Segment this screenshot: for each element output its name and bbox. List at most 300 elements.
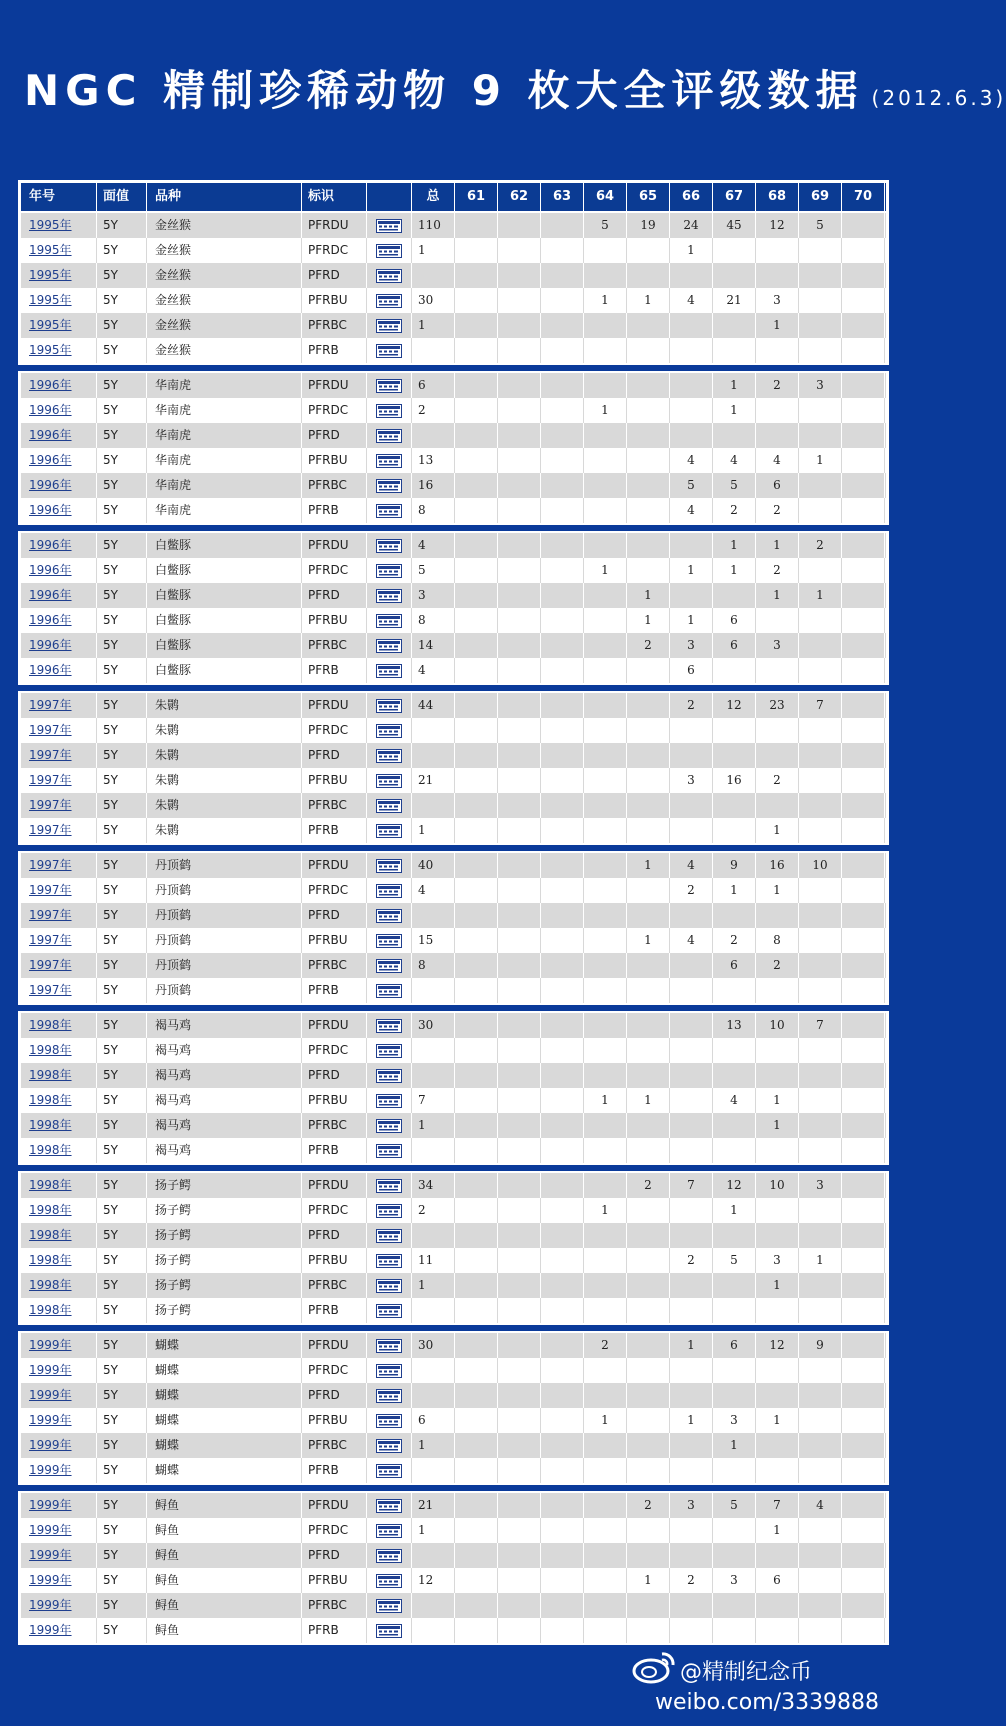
cell-66: 5	[670, 473, 713, 498]
ngc-label-icon[interactable]	[367, 1618, 412, 1643]
cell-63	[541, 1458, 584, 1483]
cell-70	[842, 878, 885, 903]
cell-face-value: 5Y	[97, 1543, 147, 1568]
ngc-label-icon[interactable]	[367, 1223, 412, 1248]
year-link[interactable]: 1996年	[21, 533, 97, 558]
year-link[interactable]: 1999年	[21, 1433, 97, 1458]
table-row	[21, 448, 886, 473]
ngc-label-icon[interactable]	[367, 1493, 412, 1518]
year-link[interactable]: 1997年	[21, 718, 97, 743]
ngc-label-icon[interactable]	[367, 608, 412, 633]
table-row	[21, 373, 886, 398]
year-link[interactable]: 1998年	[21, 1113, 97, 1138]
cell-68: 1	[756, 1273, 799, 1298]
cell-67	[713, 1543, 756, 1568]
year-link[interactable]: 1998年	[21, 1138, 97, 1163]
cell-66	[670, 533, 713, 558]
table-row	[21, 498, 886, 523]
ngc-label-icon[interactable]	[367, 878, 412, 903]
cell-67: 3	[713, 1408, 756, 1433]
cell-63	[541, 373, 584, 398]
ngc-label-icon[interactable]	[367, 1593, 412, 1618]
year-link[interactable]: 1995年	[21, 238, 97, 263]
ngc-label-icon[interactable]	[367, 658, 412, 683]
cell-65: 1	[627, 608, 670, 633]
cell-65	[627, 398, 670, 423]
cell-face-value: 5Y	[97, 1088, 147, 1113]
cell-61	[455, 953, 498, 978]
cell-70	[842, 1273, 885, 1298]
cell-64	[584, 448, 627, 473]
cell-63	[541, 338, 584, 363]
year-link[interactable]: 1997年	[21, 818, 97, 843]
cell-68: 3	[756, 288, 799, 313]
ngc-label-icon[interactable]	[367, 1273, 412, 1298]
cell-face-value: 5Y	[97, 1138, 147, 1163]
cell-variety: 白鳖豚	[147, 558, 302, 583]
year-link[interactable]: 1997年	[21, 768, 97, 793]
cell-61	[455, 903, 498, 928]
year-link[interactable]: 1997年	[21, 978, 97, 1003]
cell-68: 12	[756, 1333, 799, 1358]
ngc-label-icon[interactable]	[367, 718, 412, 743]
ngc-label-icon[interactable]	[367, 793, 412, 818]
ngc-label-icon[interactable]	[367, 1138, 412, 1163]
ngc-label-icon[interactable]	[367, 978, 412, 1003]
ngc-label-icon[interactable]	[367, 1408, 412, 1433]
cell-61	[455, 373, 498, 398]
year-link[interactable]: 1998年	[21, 1273, 97, 1298]
year-link[interactable]: 1998年	[21, 1298, 97, 1323]
cell-70	[842, 583, 885, 608]
cell-69	[799, 313, 842, 338]
cell-face-value: 5Y	[97, 338, 147, 363]
cell-69	[799, 1198, 842, 1223]
cell-65	[627, 768, 670, 793]
cell-62	[498, 213, 541, 238]
cell-69	[799, 1223, 842, 1248]
cell-68: 10	[756, 1173, 799, 1198]
cell-face-value: 5Y	[97, 423, 147, 448]
year-link[interactable]: 1995年	[21, 263, 97, 288]
cell-69	[799, 1618, 842, 1643]
coin-group	[18, 531, 889, 685]
cell-63	[541, 448, 584, 473]
ngc-label-icon[interactable]	[367, 953, 412, 978]
cell-61	[455, 1138, 498, 1163]
cell-61	[455, 1273, 498, 1298]
cell-label: PFRB	[302, 818, 367, 843]
cell-69	[799, 978, 842, 1003]
year-link[interactable]: 1999年	[21, 1408, 97, 1433]
cell-label: PFRB	[302, 1298, 367, 1323]
header-col-69: 69	[799, 183, 842, 211]
cell-66	[670, 818, 713, 843]
cell-68	[756, 423, 799, 448]
year-link[interactable]: 1996年	[21, 498, 97, 523]
cell-70	[842, 498, 885, 523]
cell-68	[756, 978, 799, 1003]
year-link[interactable]: 1995年	[21, 313, 97, 338]
cell-label: PFRB	[302, 1138, 367, 1163]
cell-70	[842, 743, 885, 768]
cell-69: 1	[799, 448, 842, 473]
cell-69	[799, 818, 842, 843]
year-link[interactable]: 1998年	[21, 1063, 97, 1088]
cell-68: 6	[756, 473, 799, 498]
cell-64	[584, 978, 627, 1003]
year-link[interactable]: 1997年	[21, 878, 97, 903]
ngc-label-icon[interactable]	[367, 928, 412, 953]
cell-label: PFRDC	[302, 398, 367, 423]
cell-total: 8	[412, 498, 455, 523]
cell-70	[842, 448, 885, 473]
year-link[interactable]: 1997年	[21, 743, 97, 768]
cell-variety: 白鳖豚	[147, 583, 302, 608]
cell-variety: 华南虎	[147, 498, 302, 523]
cell-64	[584, 1298, 627, 1323]
cell-68: 4	[756, 448, 799, 473]
ngc-label-icon[interactable]	[367, 1458, 412, 1483]
ngc-label-icon[interactable]	[367, 1518, 412, 1543]
ngc-label-icon[interactable]	[367, 1298, 412, 1323]
cell-65: 1	[627, 1568, 670, 1593]
cell-face-value: 5Y	[97, 448, 147, 473]
cell-67	[713, 238, 756, 263]
cell-variety: 丹顶鹤	[147, 953, 302, 978]
ngc-label-icon[interactable]	[367, 693, 412, 718]
watermark-url: weibo.com/3339888	[655, 1690, 880, 1715]
year-link[interactable]: 1995年	[21, 338, 97, 363]
cell-68	[756, 1543, 799, 1568]
ngc-label-icon[interactable]	[367, 1063, 412, 1088]
cell-64	[584, 1038, 627, 1063]
cell-61	[455, 473, 498, 498]
year-link[interactable]: 1995年	[21, 288, 97, 313]
cell-face-value: 5Y	[97, 1198, 147, 1223]
cell-69: 7	[799, 693, 842, 718]
year-link[interactable]: 1997年	[21, 953, 97, 978]
cell-label: PFRBU	[302, 768, 367, 793]
cell-face-value: 5Y	[97, 768, 147, 793]
ngc-label-icon[interactable]	[367, 818, 412, 843]
cell-68	[756, 1138, 799, 1163]
cell-63	[541, 213, 584, 238]
ngc-label-icon[interactable]	[367, 583, 412, 608]
coin-group	[18, 1171, 889, 1325]
ngc-label-icon[interactable]	[367, 1543, 412, 1568]
year-link[interactable]: 1996年	[21, 448, 97, 473]
cell-face-value: 5Y	[97, 398, 147, 423]
ngc-label-icon[interactable]	[367, 1013, 412, 1038]
cell-63	[541, 633, 584, 658]
header-col-total: 总	[412, 183, 455, 211]
ngc-label-icon[interactable]	[367, 473, 412, 498]
cell-variety: 金丝猴	[147, 263, 302, 288]
cell-68: 6	[756, 1568, 799, 1593]
cell-68	[756, 1038, 799, 1063]
ngc-label-icon[interactable]	[367, 498, 412, 523]
cell-total: 34	[412, 1173, 455, 1198]
cell-62	[498, 1543, 541, 1568]
cell-variety: 扬子鳄	[147, 1198, 302, 1223]
cell-face-value: 5Y	[97, 1113, 147, 1138]
cell-face-value: 5Y	[97, 313, 147, 338]
ngc-label-icon[interactable]	[367, 768, 412, 793]
cell-68	[756, 398, 799, 423]
year-link[interactable]: 1998年	[21, 1013, 97, 1038]
ngc-label-icon[interactable]	[367, 448, 412, 473]
cell-label: PFRD	[302, 1063, 367, 1088]
year-link[interactable]: 1999年	[21, 1358, 97, 1383]
cell-67: 16	[713, 768, 756, 793]
ngc-label-icon[interactable]	[367, 1568, 412, 1593]
cell-variety: 蝴蝶	[147, 1333, 302, 1358]
cell-face-value: 5Y	[97, 878, 147, 903]
year-link[interactable]: 1996年	[21, 398, 97, 423]
cell-face-value: 5Y	[97, 373, 147, 398]
cell-variety: 白鳖豚	[147, 533, 302, 558]
cell-face-value: 5Y	[97, 1493, 147, 1518]
cell-label: PFRBC	[302, 1273, 367, 1298]
cell-face-value: 5Y	[97, 793, 147, 818]
ngc-label-icon[interactable]	[367, 213, 412, 238]
ngc-label-icon[interactable]	[367, 1038, 412, 1063]
ngc-label-icon[interactable]	[367, 313, 412, 338]
table-row	[21, 288, 886, 313]
cell-70	[842, 928, 885, 953]
ngc-label-icon[interactable]	[367, 743, 412, 768]
header-col-61: 61	[455, 183, 498, 211]
cell-face-value: 5Y	[97, 1568, 147, 1593]
cell-67: 5	[713, 1493, 756, 1518]
cell-66: 4	[670, 498, 713, 523]
ngc-label-icon[interactable]	[367, 398, 412, 423]
cell-69	[799, 768, 842, 793]
cell-68: 2	[756, 498, 799, 523]
cell-65	[627, 1298, 670, 1323]
year-link[interactable]: 1997年	[21, 928, 97, 953]
year-link[interactable]: 1999年	[21, 1593, 97, 1618]
cell-68	[756, 1458, 799, 1483]
cell-label: PFRDU	[302, 1333, 367, 1358]
ngc-label-icon[interactable]	[367, 1358, 412, 1383]
ngc-label-icon[interactable]	[367, 1113, 412, 1138]
year-link[interactable]: 1995年	[21, 213, 97, 238]
cell-69	[799, 398, 842, 423]
ngc-label-icon[interactable]	[367, 853, 412, 878]
cell-64	[584, 1013, 627, 1038]
cell-62	[498, 928, 541, 953]
table-row	[21, 1493, 886, 1518]
cell-68	[756, 1298, 799, 1323]
cell-variety: 褐马鸡	[147, 1013, 302, 1038]
cell-67: 6	[713, 633, 756, 658]
cell-63	[541, 1408, 584, 1433]
cell-61	[455, 263, 498, 288]
cell-62	[498, 608, 541, 633]
cell-64: 1	[584, 1198, 627, 1223]
cell-70	[842, 1038, 885, 1063]
year-link[interactable]: 1996年	[21, 423, 97, 448]
ngc-label-icon[interactable]	[367, 558, 412, 583]
cell-face-value: 5Y	[97, 1433, 147, 1458]
cell-67	[713, 1113, 756, 1138]
cell-face-value: 5Y	[97, 658, 147, 683]
grading-table	[18, 180, 889, 1645]
year-link[interactable]: 1996年	[21, 558, 97, 583]
cell-69	[799, 1088, 842, 1113]
cell-61	[455, 633, 498, 658]
year-link[interactable]: 1999年	[21, 1383, 97, 1408]
cell-total	[412, 1593, 455, 1618]
cell-64	[584, 1433, 627, 1458]
cell-62	[498, 423, 541, 448]
cell-64	[584, 743, 627, 768]
cell-63	[541, 928, 584, 953]
cell-66	[670, 338, 713, 363]
cell-70	[842, 423, 885, 448]
cell-label: PFRD	[302, 1383, 367, 1408]
cell-variety: 蝴蝶	[147, 1358, 302, 1383]
cell-68: 1	[756, 313, 799, 338]
cell-70	[842, 903, 885, 928]
cell-61	[455, 1198, 498, 1223]
year-link[interactable]: 1999年	[21, 1618, 97, 1643]
cell-63	[541, 1223, 584, 1248]
cell-65	[627, 558, 670, 583]
year-link[interactable]: 1997年	[21, 693, 97, 718]
cell-63	[541, 313, 584, 338]
year-link[interactable]: 1996年	[21, 583, 97, 608]
ngc-label-icon[interactable]	[367, 1433, 412, 1458]
cell-face-value: 5Y	[97, 1618, 147, 1643]
ngc-label-icon[interactable]	[367, 1248, 412, 1273]
cell-66	[670, 1013, 713, 1038]
coin-group	[18, 691, 889, 845]
cell-label: PFRBC	[302, 633, 367, 658]
cell-65	[627, 878, 670, 903]
cell-70	[842, 718, 885, 743]
cell-63	[541, 1593, 584, 1618]
cell-66	[670, 1038, 713, 1063]
cell-67	[713, 1273, 756, 1298]
year-link[interactable]: 1996年	[21, 473, 97, 498]
cell-face-value: 5Y	[97, 1013, 147, 1038]
year-link[interactable]: 1997年	[21, 903, 97, 928]
cell-label: PFRBU	[302, 288, 367, 313]
year-link[interactable]: 1998年	[21, 1248, 97, 1273]
cell-61	[455, 1223, 498, 1248]
cell-70	[842, 1458, 885, 1483]
ngc-label-icon[interactable]	[367, 1198, 412, 1223]
cell-69	[799, 1273, 842, 1298]
year-link[interactable]: 1996年	[21, 658, 97, 683]
cell-64	[584, 1518, 627, 1543]
cell-face-value: 5Y	[97, 1593, 147, 1618]
cell-variety: 丹顶鹤	[147, 903, 302, 928]
cell-70	[842, 978, 885, 1003]
cell-total: 2	[412, 1198, 455, 1223]
year-link[interactable]: 1998年	[21, 1223, 97, 1248]
cell-67	[713, 1138, 756, 1163]
year-link[interactable]: 1996年	[21, 608, 97, 633]
cell-61	[455, 1298, 498, 1323]
cell-total: 3	[412, 583, 455, 608]
cell-total: 110	[412, 213, 455, 238]
ngc-label-icon[interactable]	[367, 1173, 412, 1198]
year-link[interactable]: 1997年	[21, 793, 97, 818]
ngc-label-icon[interactable]	[367, 373, 412, 398]
cell-67	[713, 1038, 756, 1063]
year-link[interactable]: 1998年	[21, 1198, 97, 1223]
cell-62	[498, 1173, 541, 1198]
cell-65: 2	[627, 633, 670, 658]
cell-61	[455, 1433, 498, 1458]
cell-66: 24	[670, 213, 713, 238]
ngc-label-icon[interactable]	[367, 288, 412, 313]
cell-69	[799, 793, 842, 818]
year-link[interactable]: 1999年	[21, 1458, 97, 1483]
year-link[interactable]: 1999年	[21, 1568, 97, 1593]
ngc-label-icon[interactable]	[367, 1333, 412, 1358]
cell-63	[541, 1013, 584, 1038]
ngc-label-icon[interactable]	[367, 1088, 412, 1113]
cell-label: PFRDC	[302, 878, 367, 903]
cell-total: 16	[412, 473, 455, 498]
header-col-67: 67	[713, 183, 756, 211]
cell-70	[842, 953, 885, 978]
year-link[interactable]: 1996年	[21, 373, 97, 398]
ngc-label-icon[interactable]	[367, 238, 412, 263]
cell-66	[670, 1198, 713, 1223]
cell-69: 1	[799, 1248, 842, 1273]
year-link[interactable]: 1999年	[21, 1543, 97, 1568]
cell-62	[498, 1198, 541, 1223]
year-link[interactable]: 1999年	[21, 1518, 97, 1543]
year-link[interactable]: 1999年	[21, 1493, 97, 1518]
ngc-label-icon[interactable]	[367, 423, 412, 448]
cell-variety: 扬子鳄	[147, 1248, 302, 1273]
cell-61	[455, 313, 498, 338]
ngc-label-icon[interactable]	[367, 1383, 412, 1408]
cell-61	[455, 1493, 498, 1518]
ngc-label-icon[interactable]	[367, 903, 412, 928]
cell-61	[455, 818, 498, 843]
cell-face-value: 5Y	[97, 583, 147, 608]
year-link[interactable]: 1997年	[21, 853, 97, 878]
cell-66	[670, 978, 713, 1003]
ngc-label-icon[interactable]	[367, 263, 412, 288]
ngc-label-icon[interactable]	[367, 338, 412, 363]
cell-65	[627, 1358, 670, 1383]
ngc-label-icon[interactable]	[367, 533, 412, 558]
table-row	[21, 768, 886, 793]
cell-64	[584, 928, 627, 953]
cell-variety: 华南虎	[147, 423, 302, 448]
year-link[interactable]: 1998年	[21, 1088, 97, 1113]
year-link[interactable]: 1996年	[21, 633, 97, 658]
cell-62	[498, 558, 541, 583]
ngc-label-icon[interactable]	[367, 633, 412, 658]
year-link[interactable]: 1998年	[21, 1173, 97, 1198]
cell-70	[842, 1518, 885, 1543]
table-row	[21, 878, 886, 903]
year-link[interactable]: 1999年	[21, 1333, 97, 1358]
table-row	[21, 1013, 886, 1038]
cell-66	[670, 263, 713, 288]
year-link[interactable]: 1998年	[21, 1038, 97, 1063]
